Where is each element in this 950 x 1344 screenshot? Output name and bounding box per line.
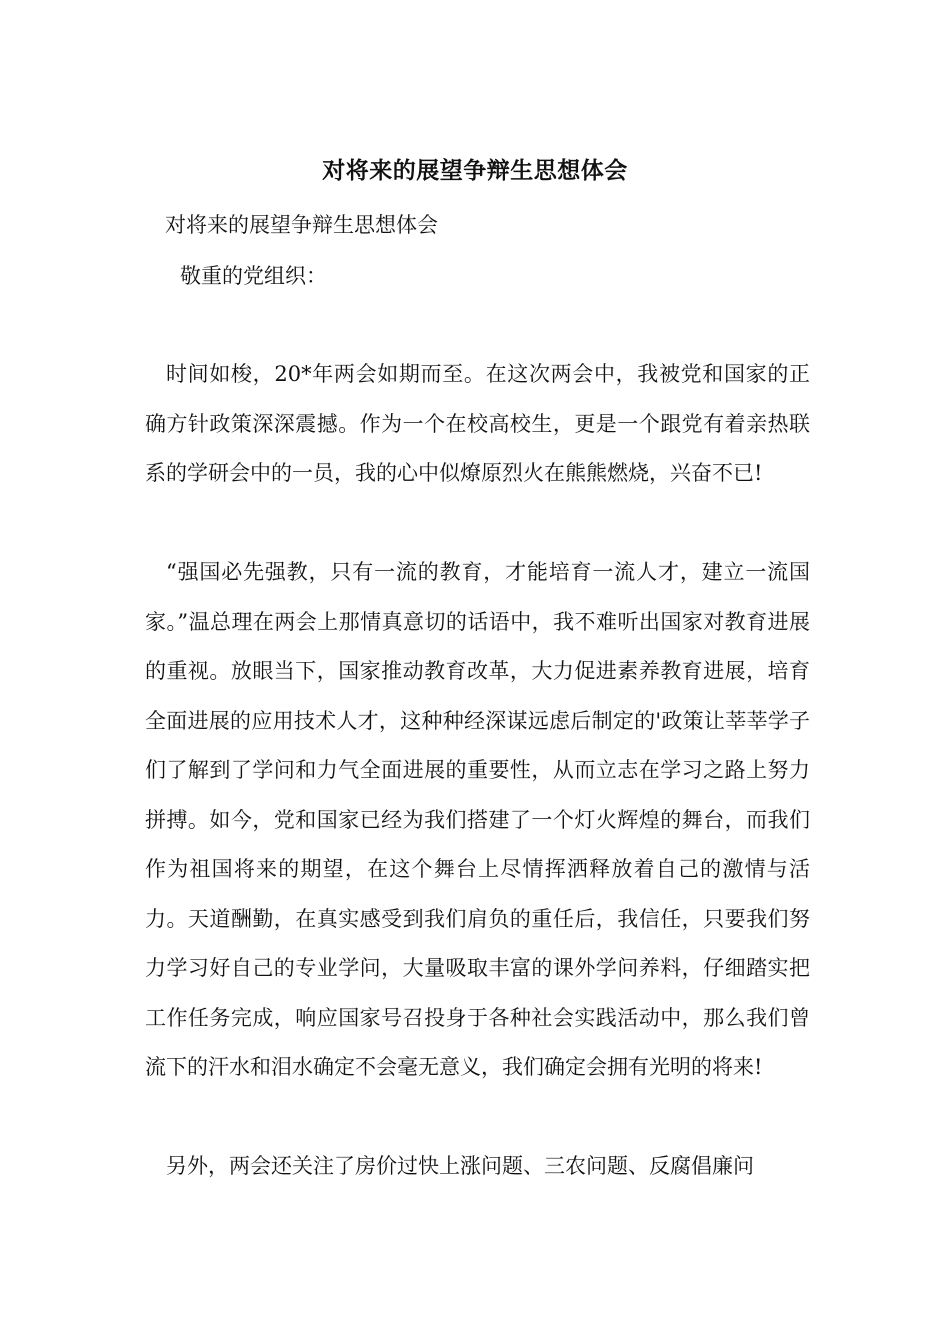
salutation: 敬重的党组织： (180, 264, 327, 288)
paragraph-3: 另外，两会还关注了房价过快上涨问题、三农问题、反腐倡廉问 (166, 1154, 754, 1178)
paragraph-2: “强国必先强教，只有一流的教育，才能培育一流人才，建立一流国家。”温总理在两会上那情真意切的话语中，我不难听出国家对教育进展的重视。放眼当下，国家推动教育改革，大力促进素养教育进展，培育全面进展的应用技术人才，这种种经深谋远虑后制定的'政策让莘莘学子们了解到了学问和力气全面进展的重要性，从而立志在学习之路上努力拼搏。如今，党和国家已经为我们搭建了一个灯火辉煌的舞台，而我们作为祖国将来的期望，在这个舞台上尽情挥洒释放着自己的激情与活力。天道酬勤，在真实感受到我们肩负的重任后，我信任，只要我们努力学习好自己的专业学问，大量吸取丰富的课外学问养料，仔细踏实把工作任务完成，响应国家号召投身于各种社会实践活动中，那么我们曾流下的汗水和泪水确定不会毫无意义，我们确定会拥有光明的将来! (145, 560, 810, 1079)
paragraph-1: 时间如梭，20*年两会如期而至。在这次两会中，我被党和国家的正确方针政策深深震撼。作为一个在校高校生，更是一个跟党有着亲热联系的学研会中的一员，我的心中似燎原烈火在熊熊燃烧，兴奋不已! (145, 362, 810, 485)
document-subtitle: 对将来的展望争辩生思想体会 (165, 213, 438, 237)
document-title: 对将来的展望争辩生思想体会 (322, 157, 628, 184)
